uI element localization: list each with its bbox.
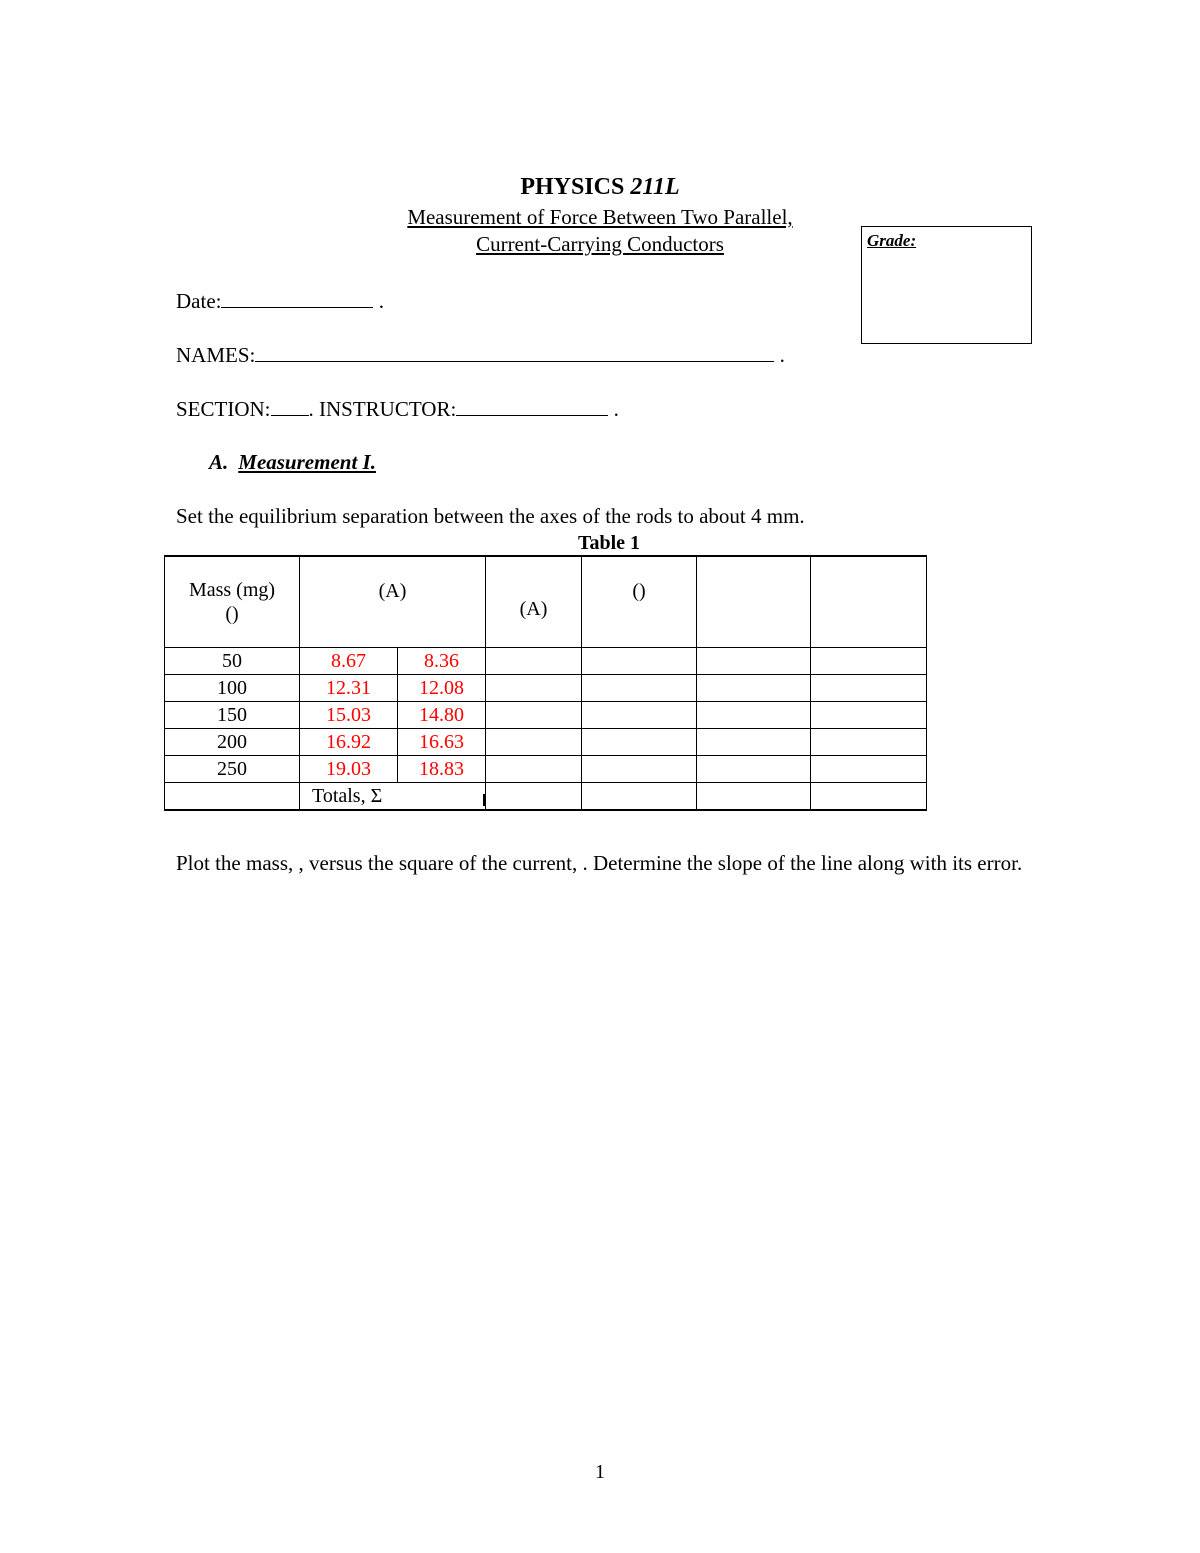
mass-cell: 150 — [165, 702, 300, 729]
course-number: 211L — [630, 174, 680, 200]
table-row — [165, 648, 927, 675]
section-field[interactable] — [271, 395, 309, 416]
instructor-terminator: . — [613, 397, 619, 421]
header-current-avg: (A) — [486, 556, 582, 648]
empty-cell[interactable] — [697, 702, 811, 729]
empty-cell[interactable] — [697, 648, 811, 675]
table-header-row — [165, 556, 927, 648]
total-cell[interactable] — [582, 783, 697, 811]
plot-instruction: Plot the mass, , versus the square of the current, . Determine the slope of the line along with its error. — [176, 851, 1023, 875]
names-label: NAMES: — [176, 343, 256, 367]
empty-cell — [165, 783, 300, 811]
names-terminator: . — [779, 343, 785, 367]
grade-label: Grade: — [867, 231, 917, 250]
grade-box[interactable] — [861, 226, 1032, 344]
empty-cell[interactable] — [697, 729, 811, 756]
header-current-squared: () — [582, 556, 697, 648]
section-instructor-line — [176, 395, 619, 422]
date-field[interactable] — [221, 287, 373, 308]
subtitle-line-2: Current-Carrying Conductors — [476, 232, 724, 256]
empty-cell[interactable] — [582, 756, 697, 783]
current-1-cell: 12.31 — [300, 675, 398, 702]
table-divider-tick — [483, 794, 485, 806]
totals-label: Totals, Σ — [300, 783, 486, 811]
mass-cell: 200 — [165, 729, 300, 756]
empty-cell[interactable] — [697, 675, 811, 702]
current-1-cell: 16.92 — [300, 729, 398, 756]
empty-cell[interactable] — [811, 729, 927, 756]
current-1-cell: 19.03 — [300, 756, 398, 783]
date-label: Date: — [176, 289, 222, 313]
header-mass-label: Mass (mg) — [188, 579, 276, 601]
total-cell[interactable] — [697, 783, 811, 811]
section-title: Measurement I. — [238, 450, 376, 474]
mass-cell: 100 — [165, 675, 300, 702]
table-row — [165, 756, 927, 783]
page-number: 1 — [595, 1461, 605, 1483]
data-table — [164, 555, 927, 811]
subtitle-line-1: Measurement of Force Between Two Parallel, — [407, 205, 793, 229]
table-row — [165, 675, 927, 702]
totals-row — [165, 783, 927, 811]
instructor-label: . INSTRUCTOR: — [308, 397, 457, 421]
current-2-cell: 14.80 — [398, 702, 486, 729]
total-cell[interactable] — [811, 783, 927, 811]
current-2-cell: 18.83 — [398, 756, 486, 783]
date-line — [176, 287, 384, 314]
names-line — [176, 341, 785, 368]
header-col-7 — [811, 556, 927, 648]
current-1-cell: 8.67 — [300, 648, 398, 675]
empty-cell[interactable] — [811, 756, 927, 783]
total-cell[interactable] — [486, 783, 582, 811]
empty-cell[interactable] — [582, 729, 697, 756]
table-caption: Table 1 — [577, 532, 641, 554]
current-2-cell: 12.08 — [398, 675, 486, 702]
section-letter: A. — [209, 450, 229, 474]
setup-instruction: Set the equilibrium separation between the axes of the rods to about 4 mm. — [176, 504, 805, 528]
empty-cell[interactable] — [811, 675, 927, 702]
empty-cell[interactable] — [486, 675, 582, 702]
section-label: SECTION: — [176, 397, 271, 421]
header-col-6 — [697, 556, 811, 648]
empty-cell[interactable] — [697, 756, 811, 783]
page-title — [0, 174, 1200, 201]
empty-cell[interactable] — [582, 648, 697, 675]
course-prefix: PHYSICS — [520, 174, 631, 200]
table-row — [165, 702, 927, 729]
empty-cell[interactable] — [486, 756, 582, 783]
table-row — [165, 729, 927, 756]
empty-cell[interactable] — [582, 675, 697, 702]
empty-cell[interactable] — [811, 648, 927, 675]
names-field[interactable] — [255, 341, 774, 362]
instructor-field[interactable] — [456, 395, 608, 416]
mass-cell: 50 — [165, 648, 300, 675]
mass-cell: 250 — [165, 756, 300, 783]
header-mass — [165, 556, 300, 648]
current-2-cell: 8.36 — [398, 648, 486, 675]
header-current: (A) — [300, 556, 486, 648]
empty-cell[interactable] — [486, 648, 582, 675]
empty-cell[interactable] — [811, 702, 927, 729]
current-1-cell: 15.03 — [300, 702, 398, 729]
empty-cell[interactable] — [582, 702, 697, 729]
empty-cell[interactable] — [486, 729, 582, 756]
date-terminator: . — [378, 289, 384, 313]
header-mass-unit: () — [225, 603, 239, 625]
empty-cell[interactable] — [486, 702, 582, 729]
current-2-cell: 16.63 — [398, 729, 486, 756]
section-heading — [209, 450, 376, 475]
